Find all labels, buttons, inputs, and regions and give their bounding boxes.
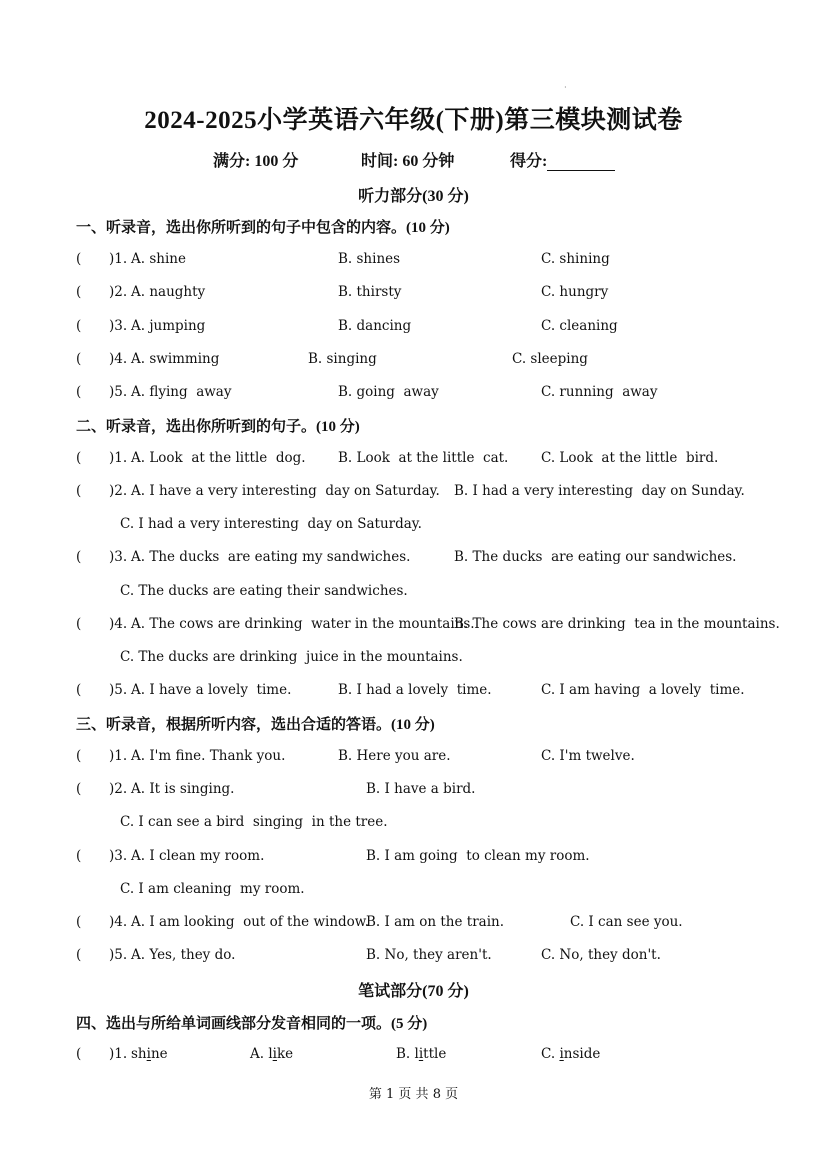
- listening-header: 听力部分(30 分): [358, 188, 469, 205]
- option-c: C. I can see you.: [570, 914, 683, 930]
- option-b: B. I have a bird.: [366, 781, 476, 797]
- page-footer: 第 1 页 共 8 页: [368, 1087, 459, 1102]
- answer-paren[interactable]: (: [76, 848, 82, 864]
- underlined-letter: i: [418, 1046, 424, 1062]
- option-a: A. flying away: [131, 384, 232, 400]
- option-c: C. Look at the little bird.: [541, 450, 719, 466]
- answer-paren[interactable]: (: [76, 318, 82, 334]
- answer-paren[interactable]: (: [76, 947, 82, 963]
- option-a: A. naughty: [131, 284, 206, 300]
- option-c: C. running away: [541, 384, 658, 400]
- option-c: C. I am cleaning my room.: [120, 881, 305, 897]
- question-number: )1.: [109, 1046, 128, 1062]
- option-c: C. sleeping: [512, 351, 588, 367]
- underlined-letter: i: [146, 1046, 151, 1062]
- answer-paren[interactable]: (: [76, 616, 82, 632]
- option-b: B. thirsty: [338, 284, 402, 300]
- question-number: )2.: [109, 483, 128, 499]
- option-a: A. like: [250, 1046, 294, 1062]
- option-a: A. Yes, they do.: [131, 947, 236, 963]
- section-2-heading: 二、听录音，选出你所听到的句子。(10 分): [76, 419, 360, 435]
- question-number: )5.: [109, 682, 128, 698]
- underlined-letter: i: [272, 1046, 277, 1062]
- option-a: A. I have a very interesting day on Saturday.: [131, 483, 440, 499]
- scan-dot: ·: [564, 83, 567, 92]
- question-number: )2.: [109, 781, 128, 797]
- option-c: C. The ducks are eating their sandwiches.: [120, 583, 408, 599]
- option-c: C. hungry: [541, 284, 609, 300]
- option-b: B. The ducks are eating our sandwiches.: [454, 549, 737, 565]
- answer-paren[interactable]: (: [76, 781, 82, 797]
- full-score: 满分: 100 分: [213, 153, 299, 170]
- option-c: C. I'm twelve.: [541, 748, 635, 764]
- option-c: C. I can see a bird singing in the tree.: [120, 814, 388, 830]
- option-c: C. inside: [541, 1046, 601, 1062]
- option-b: B. shines: [338, 251, 401, 267]
- question-number: )1.: [109, 251, 128, 267]
- answer-paren[interactable]: (: [76, 549, 82, 565]
- option-b: B. No, they aren't.: [366, 947, 492, 963]
- answer-paren[interactable]: (: [76, 251, 82, 267]
- question-number: )4.: [109, 351, 128, 367]
- time-limit: 时间: 60 分钟: [361, 153, 455, 170]
- option-b: B. I am going to clean my room.: [366, 848, 590, 864]
- option-c: C. I had a very interesting day on Saturday.: [120, 516, 422, 532]
- question-number: )1.: [109, 748, 128, 764]
- option-c: C. No, they don't.: [541, 947, 661, 963]
- section-3-heading: 三、听录音，根据所听内容，选出合适的答语。(10 分): [76, 717, 435, 733]
- question-number: )5.: [109, 947, 128, 963]
- answer-paren[interactable]: (: [76, 682, 82, 698]
- option-a: A. The cows are drinking water in the mountains.: [131, 616, 475, 632]
- page-title: 2024-2025小学英语六年级(下册)第三模块测试卷: [144, 107, 683, 134]
- option-c: C. The ducks are drinking juice in the mountains.: [120, 649, 463, 665]
- section-4-heading: 四、选出与所给单词画线部分发音相同的一项。(5 分): [76, 1016, 428, 1032]
- writing-header: 笔试部分(70 分): [358, 983, 469, 1000]
- answer-paren[interactable]: (: [76, 483, 82, 499]
- option-a: A. shine: [131, 251, 186, 267]
- option-c: C. shining: [541, 251, 610, 267]
- option-c: C. cleaning: [541, 318, 618, 334]
- section-1-heading: 一、听录音，选出你所听到的句子中包含的内容。(10 分): [76, 220, 450, 236]
- option-a: A. jumping: [131, 318, 206, 334]
- answer-paren[interactable]: (: [76, 450, 82, 466]
- option-a: A. I am looking out of the window.: [131, 914, 370, 930]
- question-number: )4.: [109, 616, 128, 632]
- underlined-letter: i: [559, 1046, 564, 1062]
- option-a: A. The ducks are eating my sandwiches.: [131, 549, 411, 565]
- answer-paren[interactable]: (: [76, 914, 82, 930]
- option-b: B. going away: [338, 384, 439, 400]
- question-number: )3.: [109, 848, 128, 864]
- option-b: B. singing: [308, 351, 377, 367]
- option-b: B. I had a very interesting day on Sunday.: [454, 483, 745, 499]
- option-b: B. The cows are drinking tea in the mountains.: [454, 616, 780, 632]
- question-number: )4.: [109, 914, 128, 930]
- score-blank[interactable]: [547, 156, 615, 171]
- score-field: [510, 148, 615, 171]
- option-b: B. dancing: [338, 318, 412, 334]
- option-a: A. I'm fine. Thank you.: [131, 748, 286, 764]
- option-a: A. I clean my room.: [131, 848, 265, 864]
- answer-paren[interactable]: (: [76, 351, 82, 367]
- given-word: shine: [131, 1046, 168, 1062]
- answer-paren[interactable]: (: [76, 384, 82, 400]
- answer-paren[interactable]: (: [76, 1046, 82, 1062]
- option-b: B. I had a lovely time.: [338, 682, 492, 698]
- option-a: A. It is singing.: [131, 781, 235, 797]
- question-number: )3.: [109, 549, 128, 565]
- option-b: B. little: [396, 1046, 447, 1062]
- question-number: )2.: [109, 284, 128, 300]
- question-number: )5.: [109, 384, 128, 400]
- option-a: A. Look at the little dog.: [131, 450, 306, 466]
- option-c: C. I am having a lovely time.: [541, 682, 745, 698]
- question-number: )3.: [109, 318, 128, 334]
- option-b: B. I am on the train.: [366, 914, 505, 930]
- option-b: B. Look at the little cat.: [338, 450, 509, 466]
- option-a: A. I have a lovely time.: [131, 682, 292, 698]
- option-b: B. Here you are.: [338, 748, 451, 764]
- score-label: 得分:: [510, 153, 548, 170]
- answer-paren[interactable]: (: [76, 284, 82, 300]
- question-number: )1.: [109, 450, 128, 466]
- option-a: A. swimming: [131, 351, 220, 367]
- answer-paren[interactable]: (: [76, 748, 82, 764]
